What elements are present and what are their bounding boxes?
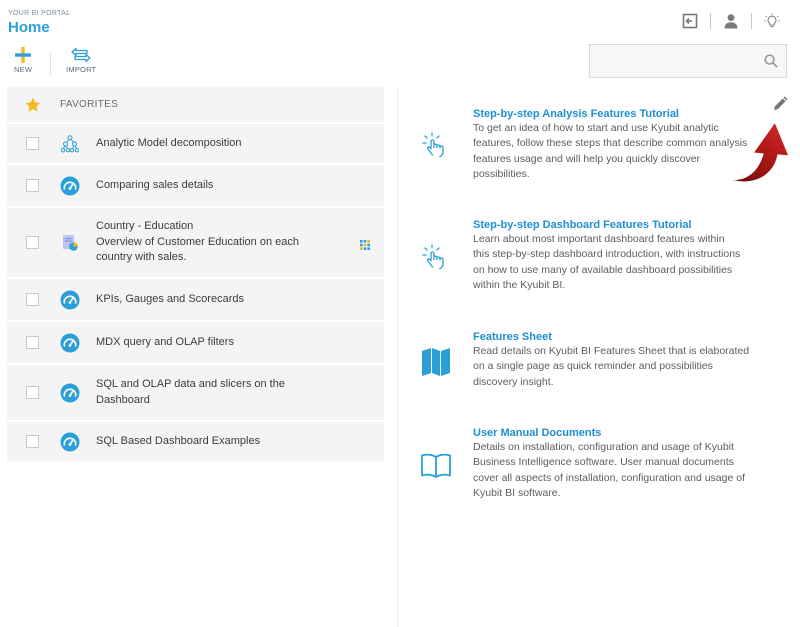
checkbox[interactable]	[26, 293, 39, 306]
divider	[397, 88, 398, 627]
card-description	[473, 344, 773, 390]
favorites-header	[7, 87, 384, 124]
card-description-line: on a single page as quick reminder and possibilities	[473, 360, 713, 373]
logout-icon[interactable]	[680, 11, 700, 31]
card-description-line: Kyubit BI software.	[473, 486, 561, 499]
item-title: Analytic Model decomposition	[96, 136, 242, 149]
dashboard-gauge-icon	[60, 290, 80, 310]
divider	[751, 13, 752, 29]
item-title-line: Dashboard	[96, 393, 150, 406]
divider	[710, 13, 711, 29]
plus-icon	[15, 47, 31, 63]
item-title: MDX query and OLAP filters	[96, 335, 234, 348]
new-button[interactable]	[14, 47, 32, 74]
card-description-line: discovery insight.	[473, 375, 554, 388]
dashboard-gauge-icon	[60, 333, 80, 353]
card-title-link[interactable]: Features Sheet	[473, 331, 552, 343]
card-description-line: features usage and will help you quickly discover	[473, 152, 701, 165]
card-description-line: features, follow these steps that describe common analysis	[473, 137, 748, 150]
card-description	[473, 232, 773, 293]
card-description-line: cover all aspects of installation, configuration and usage of	[473, 471, 746, 484]
checkbox[interactable]	[26, 386, 39, 399]
card-description	[473, 440, 773, 501]
item-title: Country - Education	[96, 220, 194, 233]
user-icon[interactable]	[721, 11, 741, 31]
lightbulb-icon[interactable]	[762, 11, 782, 31]
search-input[interactable]	[590, 45, 766, 75]
card-title-link[interactable]: Step-by-step Dashboard Features Tutorial	[473, 219, 692, 231]
divider	[50, 53, 51, 75]
favorites-title: FAVORITES	[60, 99, 119, 110]
new-label: NEW	[14, 65, 33, 74]
hierarchy-icon	[60, 134, 80, 154]
search-box	[589, 44, 787, 78]
checkbox[interactable]	[26, 137, 39, 150]
checkbox[interactable]	[26, 336, 39, 349]
card-description-line: this step-by-step dashboard introduction, with instructions	[473, 248, 741, 261]
list-item[interactable]	[7, 365, 384, 422]
search-icon[interactable]	[764, 54, 778, 73]
card-description-line: Read details on Kyubit BI Features Sheet that is elaborated	[473, 345, 750, 357]
card-description-line: on how to use many of available dashboard possibilities	[473, 263, 733, 276]
card-description-line: Business Intelligence software. User manual documents	[473, 456, 734, 469]
card-description-line: possibilities.	[473, 167, 530, 180]
pencil-icon[interactable]	[772, 96, 788, 117]
top-icons	[680, 11, 782, 31]
card-description-line: within the Kyubit BI.	[473, 278, 566, 291]
list-item[interactable]	[7, 124, 384, 165]
list-item[interactable]	[7, 165, 384, 208]
star-icon	[25, 97, 47, 113]
list-item[interactable]	[7, 322, 384, 365]
favorites-panel	[7, 87, 384, 463]
page-title: Home	[8, 19, 50, 36]
book-icon	[420, 452, 452, 485]
item-title: SQL Based Dashboard Examples	[96, 434, 261, 447]
grid-icon	[360, 237, 370, 255]
dashboard-gauge-icon	[60, 176, 80, 196]
item-title: Comparing sales details	[96, 178, 214, 191]
item-text	[96, 377, 285, 408]
list-item[interactable]	[7, 422, 384, 463]
item-text	[96, 219, 299, 266]
checkbox[interactable]	[26, 236, 39, 249]
item-title: SQL and OLAP data and slicers on the	[96, 378, 285, 390]
import-label: IMPORT	[66, 65, 97, 74]
card-title-link[interactable]: User Manual Documents	[473, 427, 602, 439]
list-item[interactable]	[7, 279, 384, 322]
item-description-line: country with sales.	[96, 251, 187, 264]
tutorial-card-dashboard	[473, 219, 773, 293]
card-description-line: To get an idea of how to start and use Kyubit analytic	[473, 122, 719, 134]
toolbar	[14, 47, 96, 75]
import-arrows-icon	[71, 47, 91, 63]
hand-click-icon	[420, 130, 452, 167]
hand-click-icon	[420, 242, 452, 279]
checkbox[interactable]	[26, 435, 39, 448]
card-description-line: Learn about most important dashboard features within	[473, 233, 725, 245]
item-title: KPIs, Gauges and Scorecards	[96, 292, 244, 305]
dashboard-gauge-icon	[60, 383, 80, 403]
annotation-arrow-icon	[705, 120, 793, 193]
features-sheet-card	[473, 331, 773, 390]
dashboard-gauge-icon	[60, 432, 80, 452]
card-description-line: Details on installation, configuration and usage of Kyubit	[473, 441, 734, 453]
card-title-link[interactable]: Step-by-step Analysis Features Tutorial	[473, 108, 679, 120]
map-icon	[420, 346, 452, 383]
list-item[interactable]	[7, 208, 384, 279]
portal-label: YOUR BI PORTAL	[8, 10, 71, 17]
user-manual-card	[473, 427, 773, 501]
checkbox[interactable]	[26, 179, 39, 192]
report-chart-icon	[60, 233, 80, 253]
item-description-line: Overview of Customer Education on each	[96, 235, 299, 248]
import-button[interactable]	[66, 47, 96, 74]
